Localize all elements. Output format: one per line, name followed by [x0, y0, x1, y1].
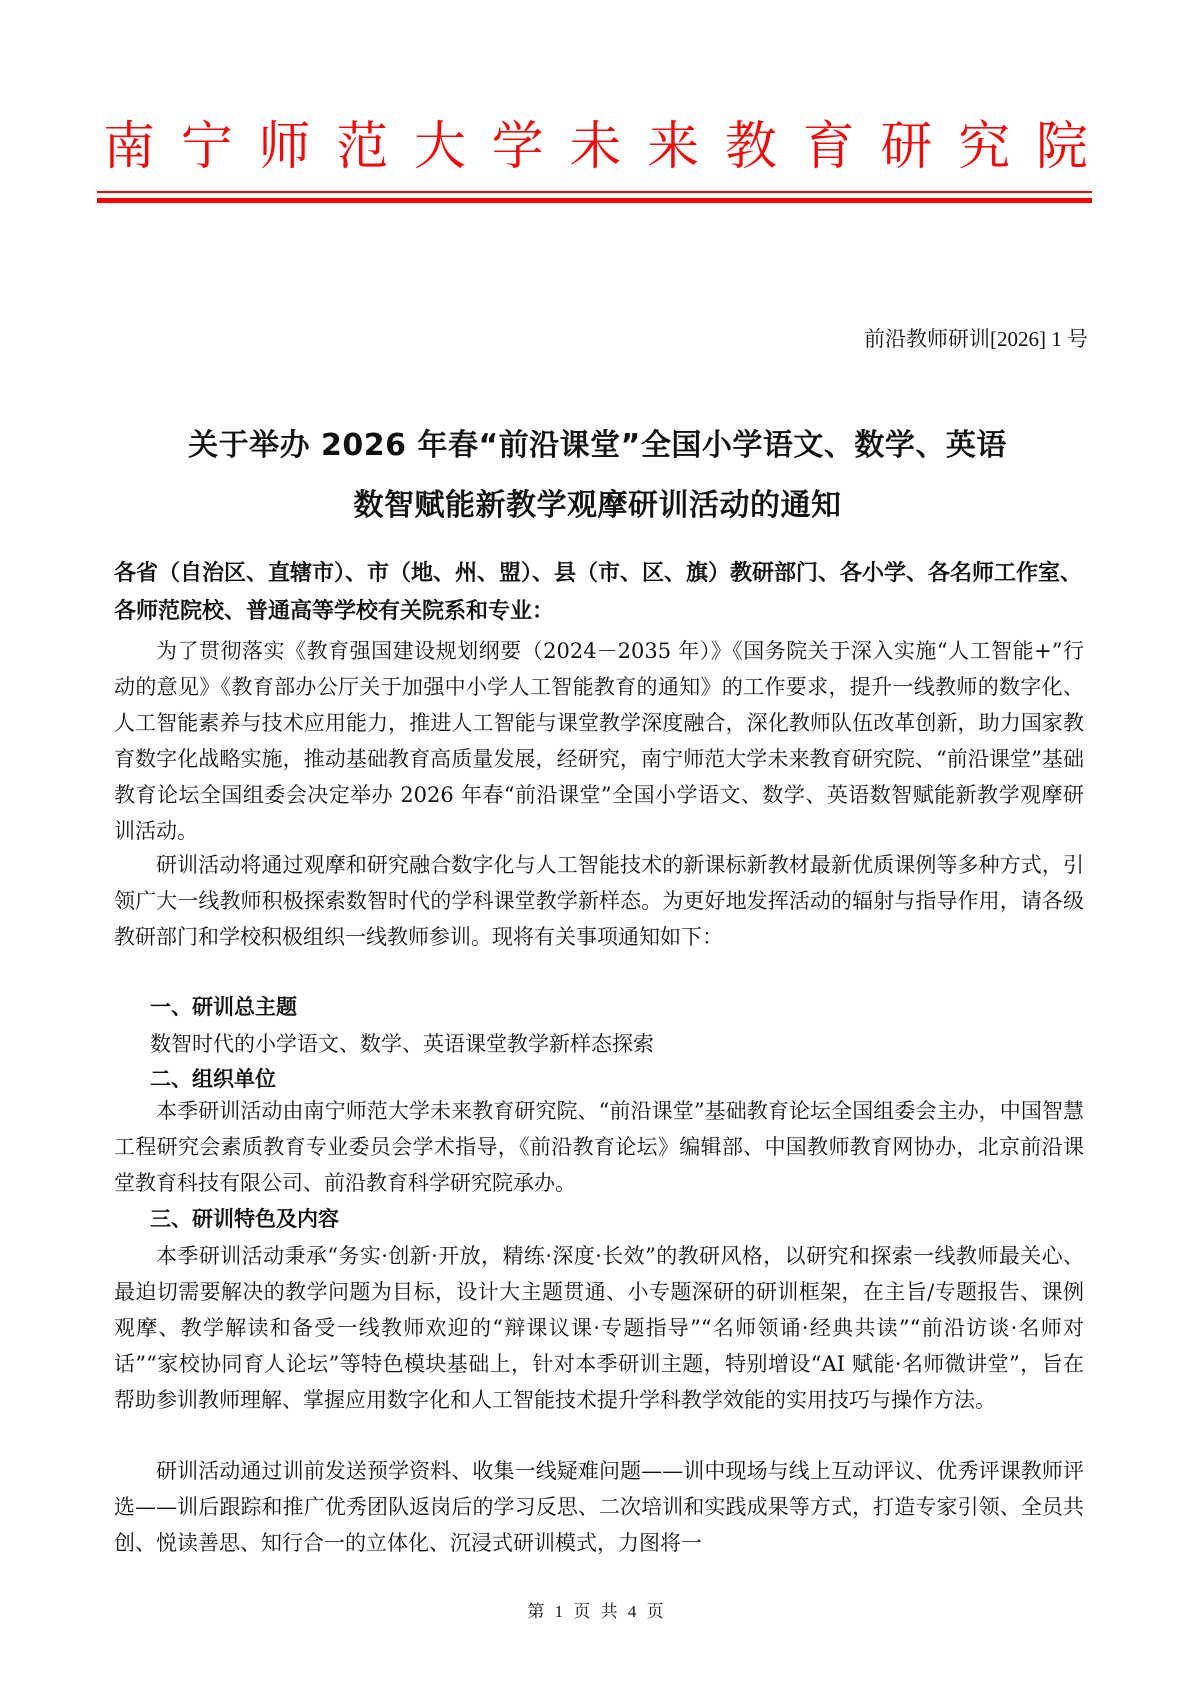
section-content-features [114, 1238, 1084, 1418]
document-title-line1: 关于举办 2026 年春“前沿课堂”全国小学语文、数学、英语 [188, 428, 1007, 463]
masthead-char: 宁 [180, 117, 233, 177]
masthead-char: 未 [569, 117, 622, 177]
addressee: 各省（自治区、直辖市）、市（地、州、盟）、县（市、区、旗）教研部门、各小学、各名师工作室、各师范院校、普通高等学校有关院系和专业： [114, 561, 1083, 624]
section-heading-theme: 一、研训总主题 [150, 995, 297, 1019]
section-content-theme: 数智时代的小学语文、数学、英语课堂教学新样态探索 [150, 1032, 654, 1056]
masthead-divider-thick [97, 198, 1092, 203]
section-heading-features: 三、研训特色及内容 [150, 1207, 339, 1231]
intro-paragraph-2 [114, 847, 1084, 955]
masthead-char: 学 [491, 117, 544, 177]
document-number: 前沿教师研训[2026] 1 号 [864, 327, 1088, 351]
masthead-char: 教 [724, 117, 777, 177]
masthead-char: 来 [647, 117, 700, 177]
masthead-char: 究 [958, 117, 1011, 177]
masthead-char: 范 [336, 117, 389, 177]
paragraph-text: 本季研训活动由南宁师范大学未来教育研究院、“前沿课堂”基础教育论坛全国组委会主办，中国智慧工程研究会素质教育专业委员会学术指导，《前沿教育论坛》编辑部、中国教师教育网协办，北京前沿课堂教育科技有限公司、前沿教育科学研究院承办。 [114, 1099, 1084, 1195]
masthead-divider-thin [97, 191, 1092, 193]
paragraph-text: 研训活动将通过观摩和研究融合数字化与人工智能技术的新课标新教材最新优质课例等多种方式，引领广大一线教师积极探索数智时代的学科课堂教学新样态。为更好地发挥活动的辐射与指导作用，请各级教研部门和学校积极组织一线教师参训。现将有关事项通知如下： [114, 853, 1084, 949]
masthead-char: 师 [258, 117, 311, 177]
intro-paragraph-1 [114, 633, 1084, 849]
section-content-organizers [114, 1093, 1084, 1201]
paragraph-text: 研训活动通过训前发送预学资料、收集一线疑难问题——训中现场与线上互动评议、优秀评课教师评选——训后跟踪和推广优秀团队返岗后的学习反思、二次培训和实践成果等方式，打造专家引领、全员共创、悦读善思、知行合一的立体化、沉浸式研训模式，力图将一 [114, 1459, 1084, 1555]
masthead-char: 研 [880, 117, 933, 177]
masthead-char: 院 [1035, 117, 1088, 177]
masthead-char: 大 [413, 117, 466, 177]
document-title-line2: 数智赋能新教学观摩研训活动的通知 [353, 488, 842, 523]
masthead-char: 育 [802, 117, 855, 177]
page-footer: 第 1 页 共 4 页 [527, 1602, 664, 1621]
paragraph-text: 为了贯彻落实《教育强国建设规划纲要（2024－2035 年）》《国务院关于深入实施“人工智能+”行动的意见》《教育部办公厅关于加强中小学人工智能教育的通知》的工作要求，提升一线教师的数字化、人工智能素养与技术应用能力，推进人工智能与课堂教学深度融合，深化教师队伍改革创新，助力国家教育数字化战略实施，推动基础教育高质量发展，经研究，南宁师范大学未来教育研究院、“前沿课堂”基础教育论坛全国组委会决定举办 2026 年春“前沿课堂”全国小学语文、数学、英语数智赋能新教学观摩研训活动。 [114, 639, 1084, 843]
paragraph-text: 本季研训活动秉承“务实·创新·开放，精练·深度·长效”的教研风格，以研究和探索一线教师最关心、最迫切需要解决的教学问题为目标，设计大主题贯通、小专题深研的研训框架，在主旨/专题报告、课例观摩、教学解读和备受一线教师欢迎的“辩课议课·专题指导”“名师领诵·经典共读”“前沿访谈·名师对话”“家校协同育人论坛”等特色模块基础上，针对本季研训主题，特别增设“AI 赋能·名师微讲堂”，旨在帮助参训教师理解、掌握应用数字化和人工智能技术提升学科教学效能的实用技巧与操作方法。 [114, 1244, 1084, 1412]
masthead-char: 南 [103, 117, 156, 177]
section-content-features-2 [114, 1453, 1084, 1561]
section-heading-organizers: 二、组织单位 [150, 1067, 276, 1091]
masthead-institution-name [103, 112, 1088, 182]
